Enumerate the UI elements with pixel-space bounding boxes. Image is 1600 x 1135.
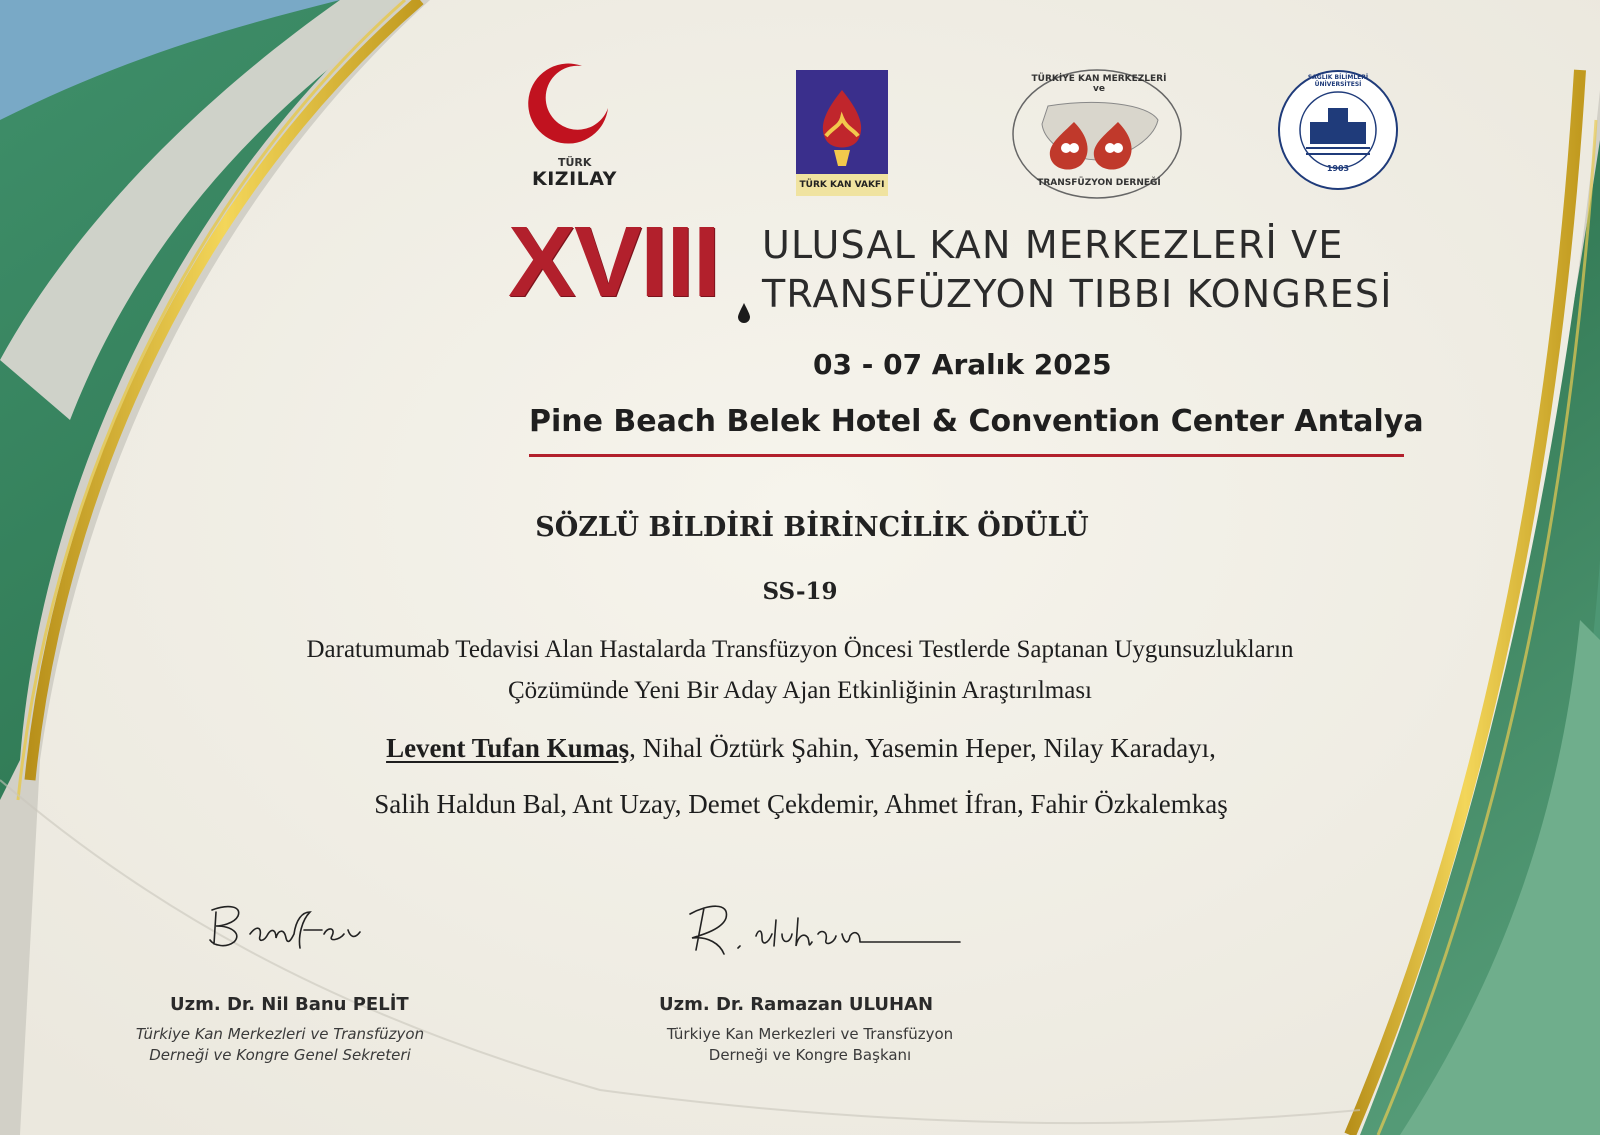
signatory-2-role-line2: Derneği ve Kongre Başkanı: [708, 1046, 912, 1064]
university-year: 1903: [1326, 164, 1350, 173]
signatory-1-role-line1: Türkiye Kan Merkezleri ve Transfüzyon: [135, 1025, 425, 1043]
paper-title-line2: Çözümünde Yeni Bir Aday Ajan Etkinliğinin Araştırılması: [507, 677, 1092, 704]
authors-line2: Salih Haldun Bal, Ant Uzay, Demet Çekdemir, Ahmet İfran, Fahir Özkalemkaş: [374, 789, 1228, 819]
authors-line1-rest: , Nihal Öztürk Şahin, Yasemin Heper, Nilay Karadayı,: [629, 733, 1216, 763]
authors-line1: [0, 733, 1600, 764]
signature-pelit: [198, 890, 388, 960]
university-logo: [1278, 70, 1398, 190]
congress-title-line2: TRANSFÜZYON TIBBI KONGRESİ: [762, 272, 1393, 316]
dernek-ring-top: TÜRKİYE KAN MERKEZLERİ ve: [1031, 74, 1167, 94]
lead-author: Levent Tufan Kumaş: [386, 733, 630, 763]
presentation-code: SS-19: [762, 578, 838, 605]
blood-drop-icon: [738, 303, 750, 323]
congress-title-line1: ULUSAL KAN MERKEZLERİ VE: [762, 223, 1344, 267]
header-divider: [529, 454, 1404, 457]
torch-icon: [796, 70, 888, 170]
university-ring-text: SAĞLIK BİLİMLERİ ÜNİVERSİTESİ: [1307, 74, 1369, 88]
signatory-2-role: [630, 1024, 990, 1066]
paper-title-line1: Daratumumab Tedavisi Alan Hastalarda Transfüzyon Öncesi Testlerde Saptanan Uygunsuzlukların: [306, 636, 1294, 663]
signature-uluhan: [678, 896, 968, 960]
congress-number: XVIII: [508, 206, 719, 318]
dernek-logo: [1008, 64, 1186, 204]
signatory-1-role: [120, 1024, 440, 1066]
kizilay-logo: [512, 60, 652, 200]
dernek-ring-bottom: TRANSFÜZYON DERNEĞİ: [1037, 178, 1161, 188]
congress-dates: 03 - 07 Aralık 2025: [813, 348, 1112, 381]
signatory-2-role-line1: Türkiye Kan Merkezleri ve Transfüzyon: [666, 1025, 954, 1043]
crescent-icon: [512, 60, 632, 160]
kizilay-line2: KIZILAY: [532, 168, 617, 190]
signatory-2-name: Uzm. Dr. Ramazan ULUHAN: [659, 994, 934, 1015]
kan-vakfi-caption: TÜRK KAN VAKFI: [796, 174, 888, 196]
award-title: SÖZLÜ BİLDİRİ BİRİNCİLİK ÖDÜLÜ: [535, 512, 1089, 543]
congress-venue: Pine Beach Belek Hotel & Convention Center Antalya: [529, 404, 1424, 439]
kizilay-line1: TÜRK: [558, 156, 592, 169]
kan-vakfi-logo: [796, 70, 888, 196]
signatory-1-role-line2: Derneği ve Kongre Genel Sekreteri: [149, 1046, 411, 1064]
signatory-1-name: Uzm. Dr. Nil Banu PELİT: [170, 994, 409, 1015]
